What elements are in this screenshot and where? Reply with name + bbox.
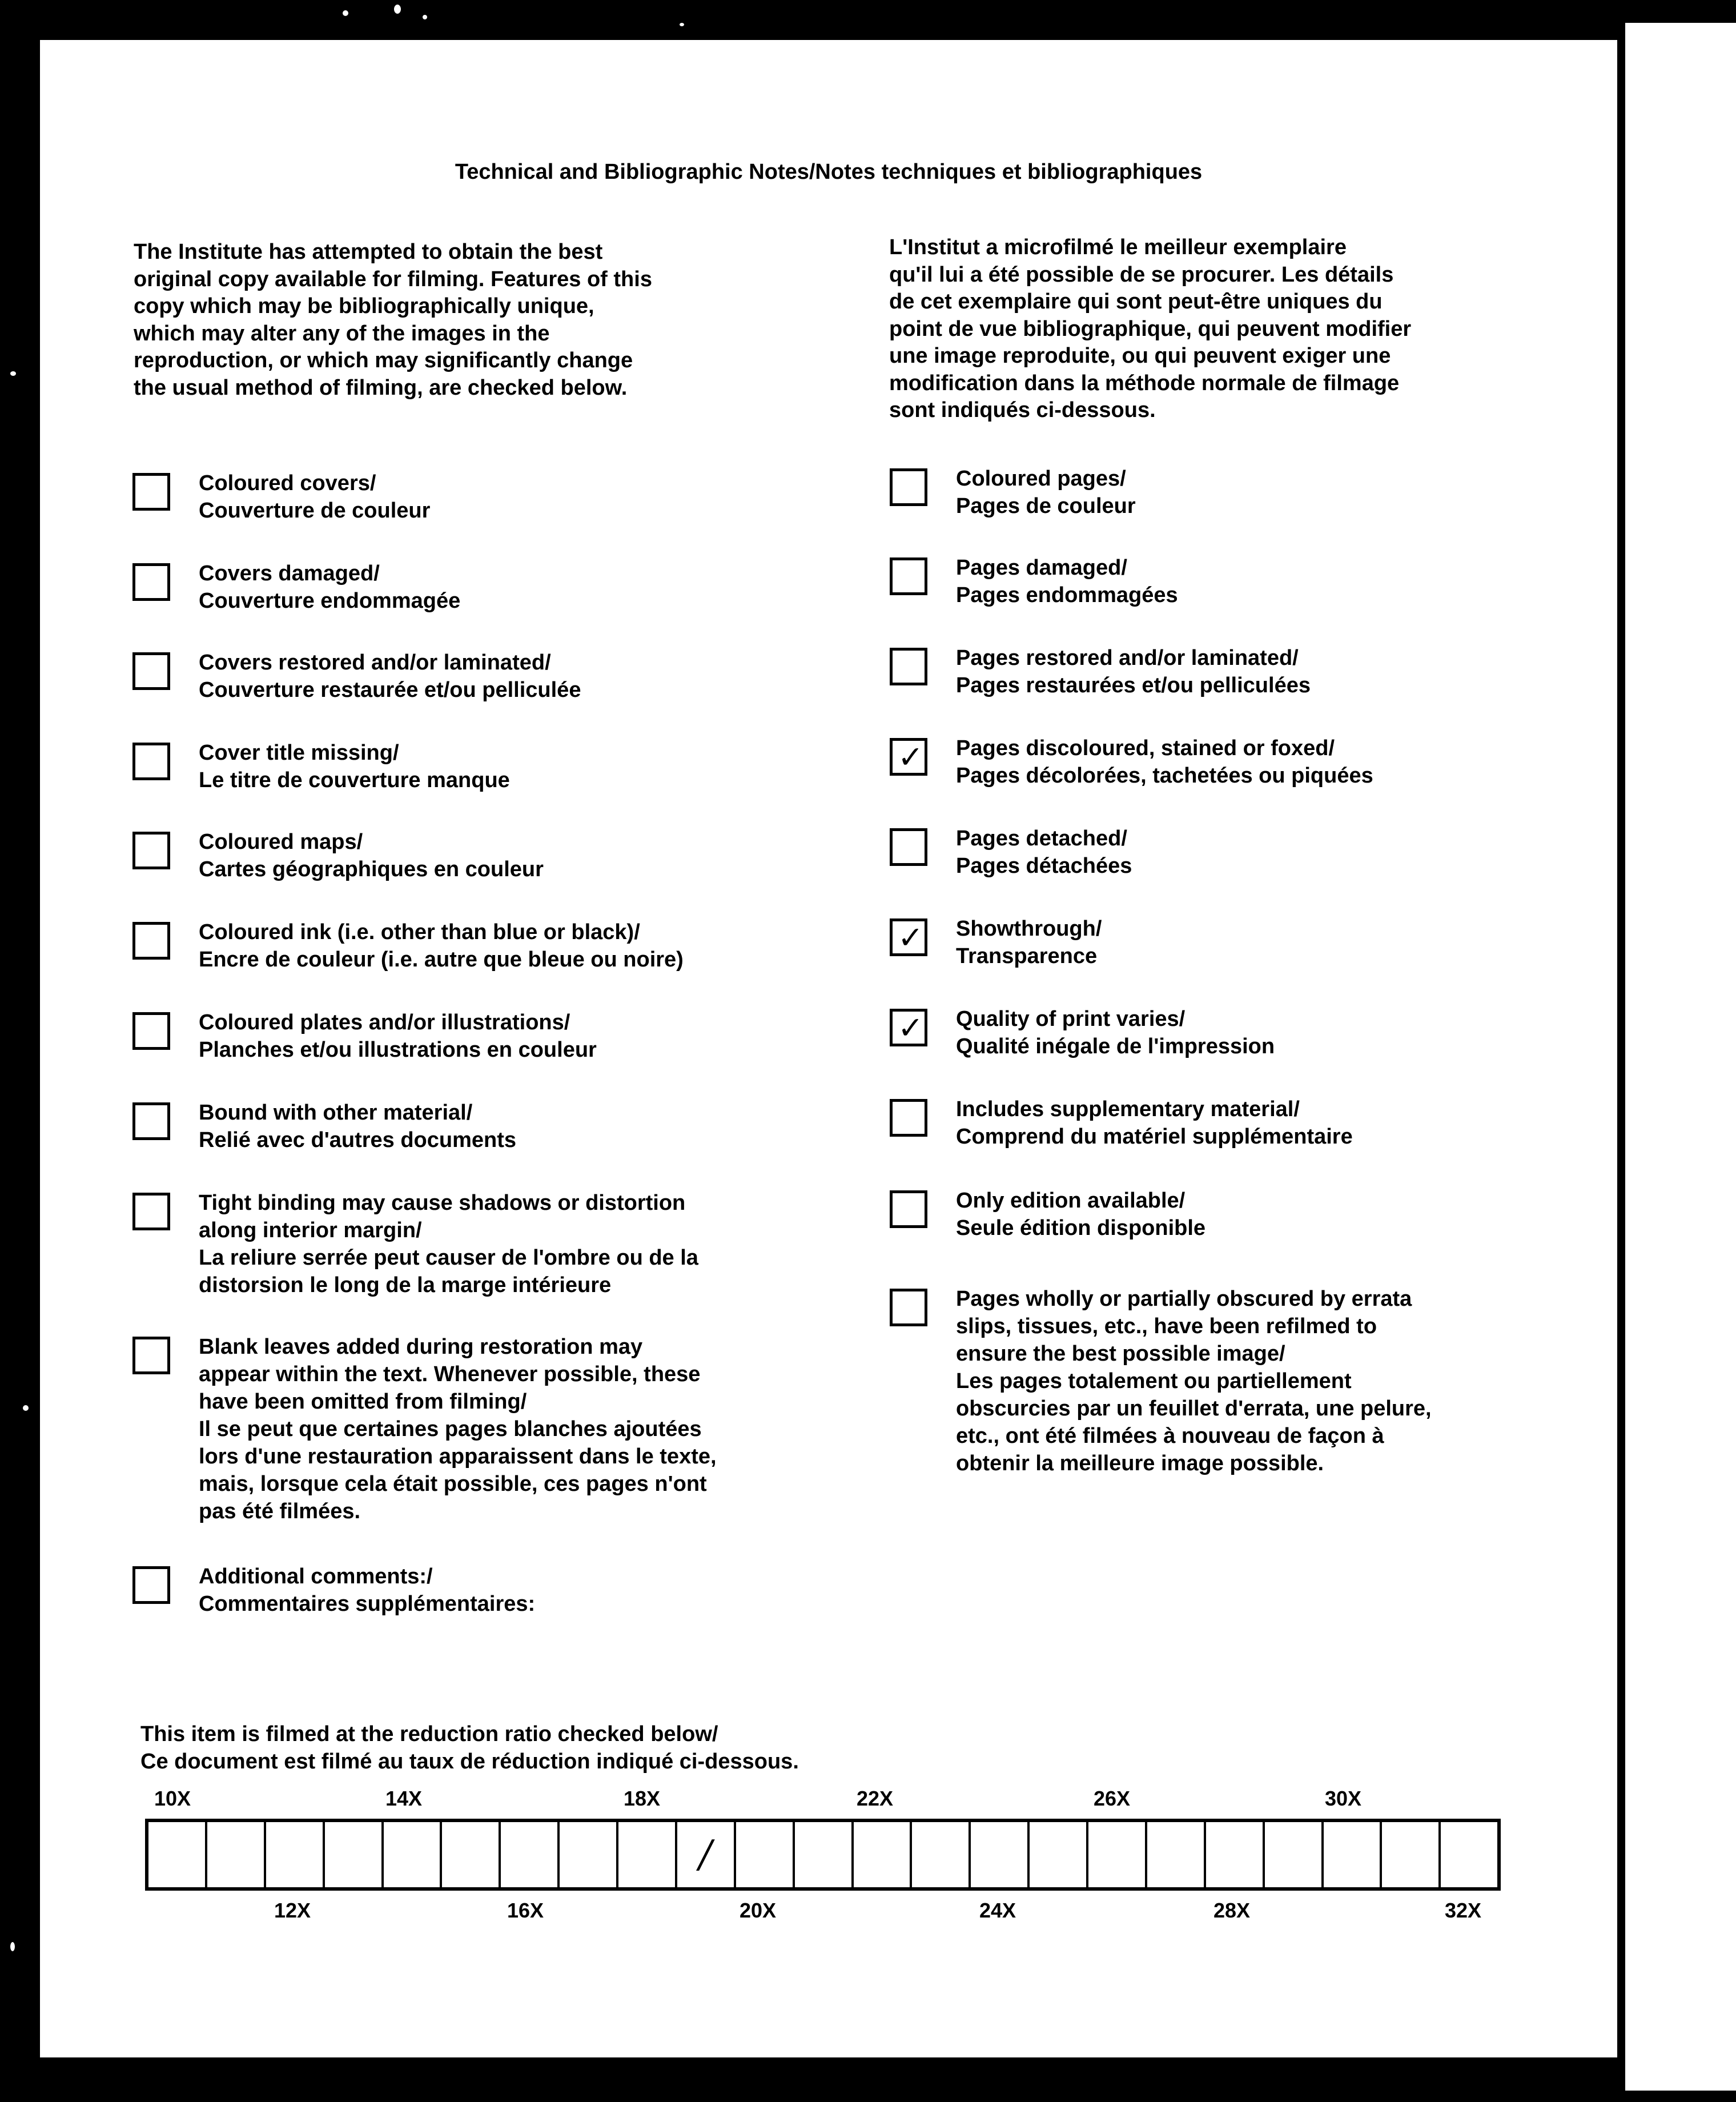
checkbox[interactable] — [132, 743, 170, 780]
ratio-cell[interactable] — [1265, 1822, 1324, 1887]
checkbox[interactable] — [132, 832, 170, 869]
film-speck — [343, 10, 348, 16]
ratio-label: 10X — [154, 1787, 191, 1810]
checkbox[interactable] — [132, 652, 170, 690]
ratio-cell[interactable] — [384, 1822, 443, 1887]
checkbox[interactable] — [132, 563, 170, 601]
ratio-label: 16X — [507, 1899, 544, 1922]
ratio-label: 14X — [385, 1787, 423, 1810]
ratio-cell[interactable] — [560, 1822, 618, 1887]
intro-french: L'Institut a microfilmé le meilleur exemplaire qu'il lui a été possible de se procurer. Les détails de cet exemplaire qui sont peut-être uniques du point de vue bibliographique, qui peuvent modifier une image reproduite, ou qui peuvent exiger une modification dans la méthode normale de filmage sont indiqués ci-dessous. — [889, 235, 1412, 422]
checkbox[interactable] — [890, 1289, 927, 1326]
checklist-item-label: Only edition available/ Seule édition disponible — [956, 1189, 1206, 1240]
reduction-ratio-strip — [145, 1819, 1501, 1891]
ratio-cell[interactable] — [148, 1822, 207, 1887]
checklist-item-label: Additional comments:/ Commentaires supplémentaires: — [199, 1565, 536, 1616]
checklist-item-label: Pages discoloured, stained or foxed/ Pages décolorées, tachetées ou piquées — [956, 736, 1373, 788]
ratio-cell[interactable] — [1206, 1822, 1265, 1887]
checkbox[interactable] — [890, 738, 927, 776]
checklist-item-label: Coloured covers/ Couverture de couleur — [199, 471, 431, 523]
checklist-item-label: Pages damaged/ Pages endommagées — [956, 556, 1178, 607]
checkbox[interactable] — [890, 557, 927, 595]
film-speck — [680, 23, 684, 26]
checkbox[interactable] — [890, 1099, 927, 1137]
checkmark-icon: ✓ — [898, 1010, 924, 1046]
film-speck — [423, 15, 427, 19]
page-title: Technical and Bibliographic Notes/Notes techniques et bibliographiques — [455, 160, 1203, 184]
ratio-label: 30X — [1325, 1787, 1362, 1810]
film-speck — [10, 371, 16, 376]
ratio-cell[interactable] — [1441, 1822, 1497, 1887]
checkbox[interactable] — [890, 648, 927, 685]
ratio-cell[interactable] — [1088, 1822, 1147, 1887]
reduction-ratio-note: This item is filmed at the reduction ratio checked below/ Ce document est filmé au taux de réduction indiqué ci-dessous. — [140, 1722, 799, 1774]
ratio-cell[interactable] — [501, 1822, 560, 1887]
ratio-cell[interactable] — [1147, 1822, 1206, 1887]
checkbox[interactable] — [890, 918, 927, 956]
checkbox[interactable] — [890, 468, 927, 506]
film-edge-strip — [1625, 23, 1736, 2091]
ratio-cell[interactable] — [971, 1822, 1030, 1887]
ratio-cell[interactable] — [1030, 1822, 1088, 1887]
checkmark-icon: ✓ — [898, 739, 924, 775]
checklist-item-label: Tight binding may cause shadows or distortion along interior margin/ La reliure serrée peut causer de l'ombre ou de la distorsion le long de la marge intérieure — [199, 1191, 698, 1297]
ratio-cell[interactable] — [325, 1822, 384, 1887]
film-speck — [10, 1942, 15, 1951]
checklist-item-label: Bound with other material/ Relié avec d'autres documents — [199, 1101, 517, 1152]
checklist-item-label: Coloured ink (i.e. other than blue or black)/ Encre de couleur (i.e. autre que bleue ou noire) — [199, 920, 684, 972]
checkbox[interactable] — [890, 828, 927, 866]
checklist-item-label: Coloured pages/ Pages de couleur — [956, 467, 1136, 518]
checkbox[interactable] — [132, 1337, 170, 1374]
ratio-label: 28X — [1213, 1899, 1251, 1922]
ratio-cell[interactable] — [1382, 1822, 1441, 1887]
ratio-label: 22X — [857, 1787, 894, 1810]
checkbox[interactable] — [890, 1009, 927, 1046]
checklist-item-label: Showthrough/ Transparence — [956, 917, 1102, 968]
ratio-cell[interactable] — [854, 1822, 913, 1887]
ratio-label: 18X — [624, 1787, 661, 1810]
ratio-cell[interactable] — [1324, 1822, 1383, 1887]
ratio-label: 32X — [1445, 1899, 1482, 1922]
film-speck — [23, 1405, 29, 1411]
ratio-cell[interactable] — [677, 1822, 736, 1887]
ratio-cell[interactable] — [795, 1822, 854, 1887]
ratio-check-mark: / — [699, 1832, 712, 1876]
checkbox[interactable] — [132, 1566, 170, 1604]
microfiche-target-page — [40, 40, 1617, 2057]
checkbox[interactable] — [132, 1012, 170, 1050]
checklist-item-label: Pages wholly or partially obscured by errata slips, tissues, etc., have been refilmed to ensure the best possible image/ Les pages totalement ou partiellement obscurcies par un feuillet d'errata, une pelure, etc., ont été filmées à nouveau de façon à obtenir la meilleure image possible. — [956, 1287, 1432, 1475]
checklist-item-label: Pages restored and/or laminated/ Pages restaurées et/ou pelliculées — [956, 646, 1311, 697]
checklist-item-label: Covers damaged/ Couverture endommagée — [199, 561, 461, 613]
checkmark-icon: ✓ — [898, 920, 924, 956]
film-speck — [394, 5, 401, 14]
checklist-item-label: Pages detached/ Pages détachées — [956, 827, 1132, 878]
checklist-item-label: Quality of print varies/ Qualité inégale de l'impression — [956, 1007, 1275, 1058]
checklist-item-label: Coloured plates and/or illustrations/ Planches et/ou illustrations en couleur — [199, 1010, 597, 1062]
checkbox[interactable] — [132, 1193, 170, 1230]
ratio-cell[interactable] — [912, 1822, 971, 1887]
checkbox[interactable] — [890, 1190, 927, 1228]
checklist-item-label: Blank leaves added during restoration may appear within the text. Whenever possible, these have been omitted from filming/ Il se peut que certaines pages blanches ajoutées lors d'une restauration apparaissent dans le texte, mais, lorsque cela était possible, ces pages n'ont pas été filmées. — [199, 1335, 717, 1523]
ratio-label: 24X — [979, 1899, 1016, 1922]
ratio-label: 26X — [1094, 1787, 1131, 1810]
intro-english: The Institute has attempted to obtain the best original copy available for filming. Features of this copy which may be bibliographically unique, which may alter any of the images in the reproduction, or which may significantly change the usual method of filming, are checked below. — [134, 240, 652, 400]
checkbox[interactable] — [132, 922, 170, 960]
ratio-cell[interactable] — [207, 1822, 266, 1887]
ratio-cell[interactable] — [266, 1822, 325, 1887]
ratio-cell[interactable] — [736, 1822, 795, 1887]
checklist-item-label: Cover title missing/ Le titre de couverture manque — [199, 741, 510, 792]
ratio-label: 12X — [274, 1899, 311, 1922]
ratio-cell[interactable] — [442, 1822, 501, 1887]
checkbox[interactable] — [132, 1102, 170, 1140]
checklist-item-label: Coloured maps/ Cartes géographiques en couleur — [199, 830, 544, 881]
ratio-cell[interactable] — [618, 1822, 677, 1887]
checklist-item-label: Covers restored and/or laminated/ Couverture restaurée et/ou pelliculée — [199, 651, 581, 702]
checklist-item-label: Includes supplementary material/ Comprend du matériel supplémentaire — [956, 1097, 1353, 1149]
checkbox[interactable] — [132, 473, 170, 511]
ratio-label: 20X — [740, 1899, 777, 1922]
